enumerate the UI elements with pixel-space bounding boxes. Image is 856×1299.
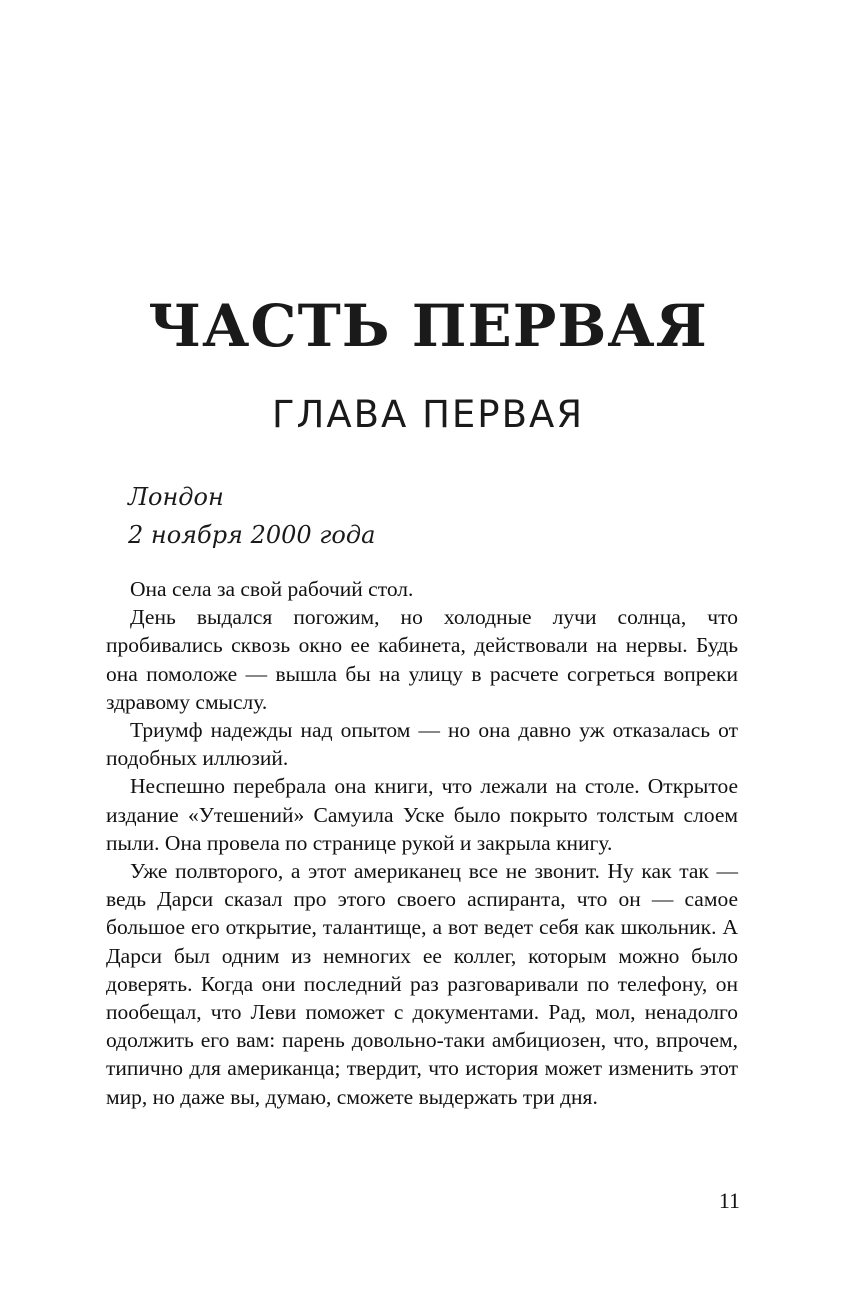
page-number: 11	[718, 1188, 740, 1213]
paragraph: Неспешно перебрала она книги, что лежали на столе. Открытое издание «Утешений» Самуила Уске было покрыто толстым слоем пыли. Она провела по странице рукой и закрыла книгу.	[106, 774, 738, 855]
date-label: 2 ноября 2000 года	[128, 521, 376, 549]
chapter-title: ГЛАВА ПЕРВАЯ	[271, 393, 585, 436]
paragraph: Уже полвторого, а этот американец все не звонит. Ну как так — ведь Дарси сказал про этого своего аспиранта, что он — самое большое его открытие, талантище, а вот ведет себя как школьник. А Дарси был одним из немногих ее коллег, которым можно было доверять. Когда они последний раз разговаривали по телефону, он пообещал, что Леви поможет с документами. Рад, мол, ненадолго одолжить его вам: парень довольно-таки амбициозен, что, впрочем, типично для американца; твердит, что история может изменить этот мир, но даже вы, думаю, сможете выдержать три дня.	[106, 859, 738, 1109]
part-title: ЧАСТЬ ПЕРВАЯ	[148, 292, 708, 360]
place-label: Лондон	[128, 483, 224, 511]
place-date-block	[128, 478, 375, 554]
body-text	[106, 575, 738, 1111]
paragraph: День выдался погожим, но холодные лучи солнца, что пробивались сквозь окно ее кабинета, действовали на нервы. Будь она помоложе — вышла бы на улицу в расчете согреться вопреки здравому смыслу.	[106, 605, 738, 714]
paragraph: Триумф надежды над опытом — но она давно уж отказалась от подобных иллюзий.	[106, 718, 738, 771]
paragraph: Она села за свой рабочий стол.	[130, 577, 414, 601]
